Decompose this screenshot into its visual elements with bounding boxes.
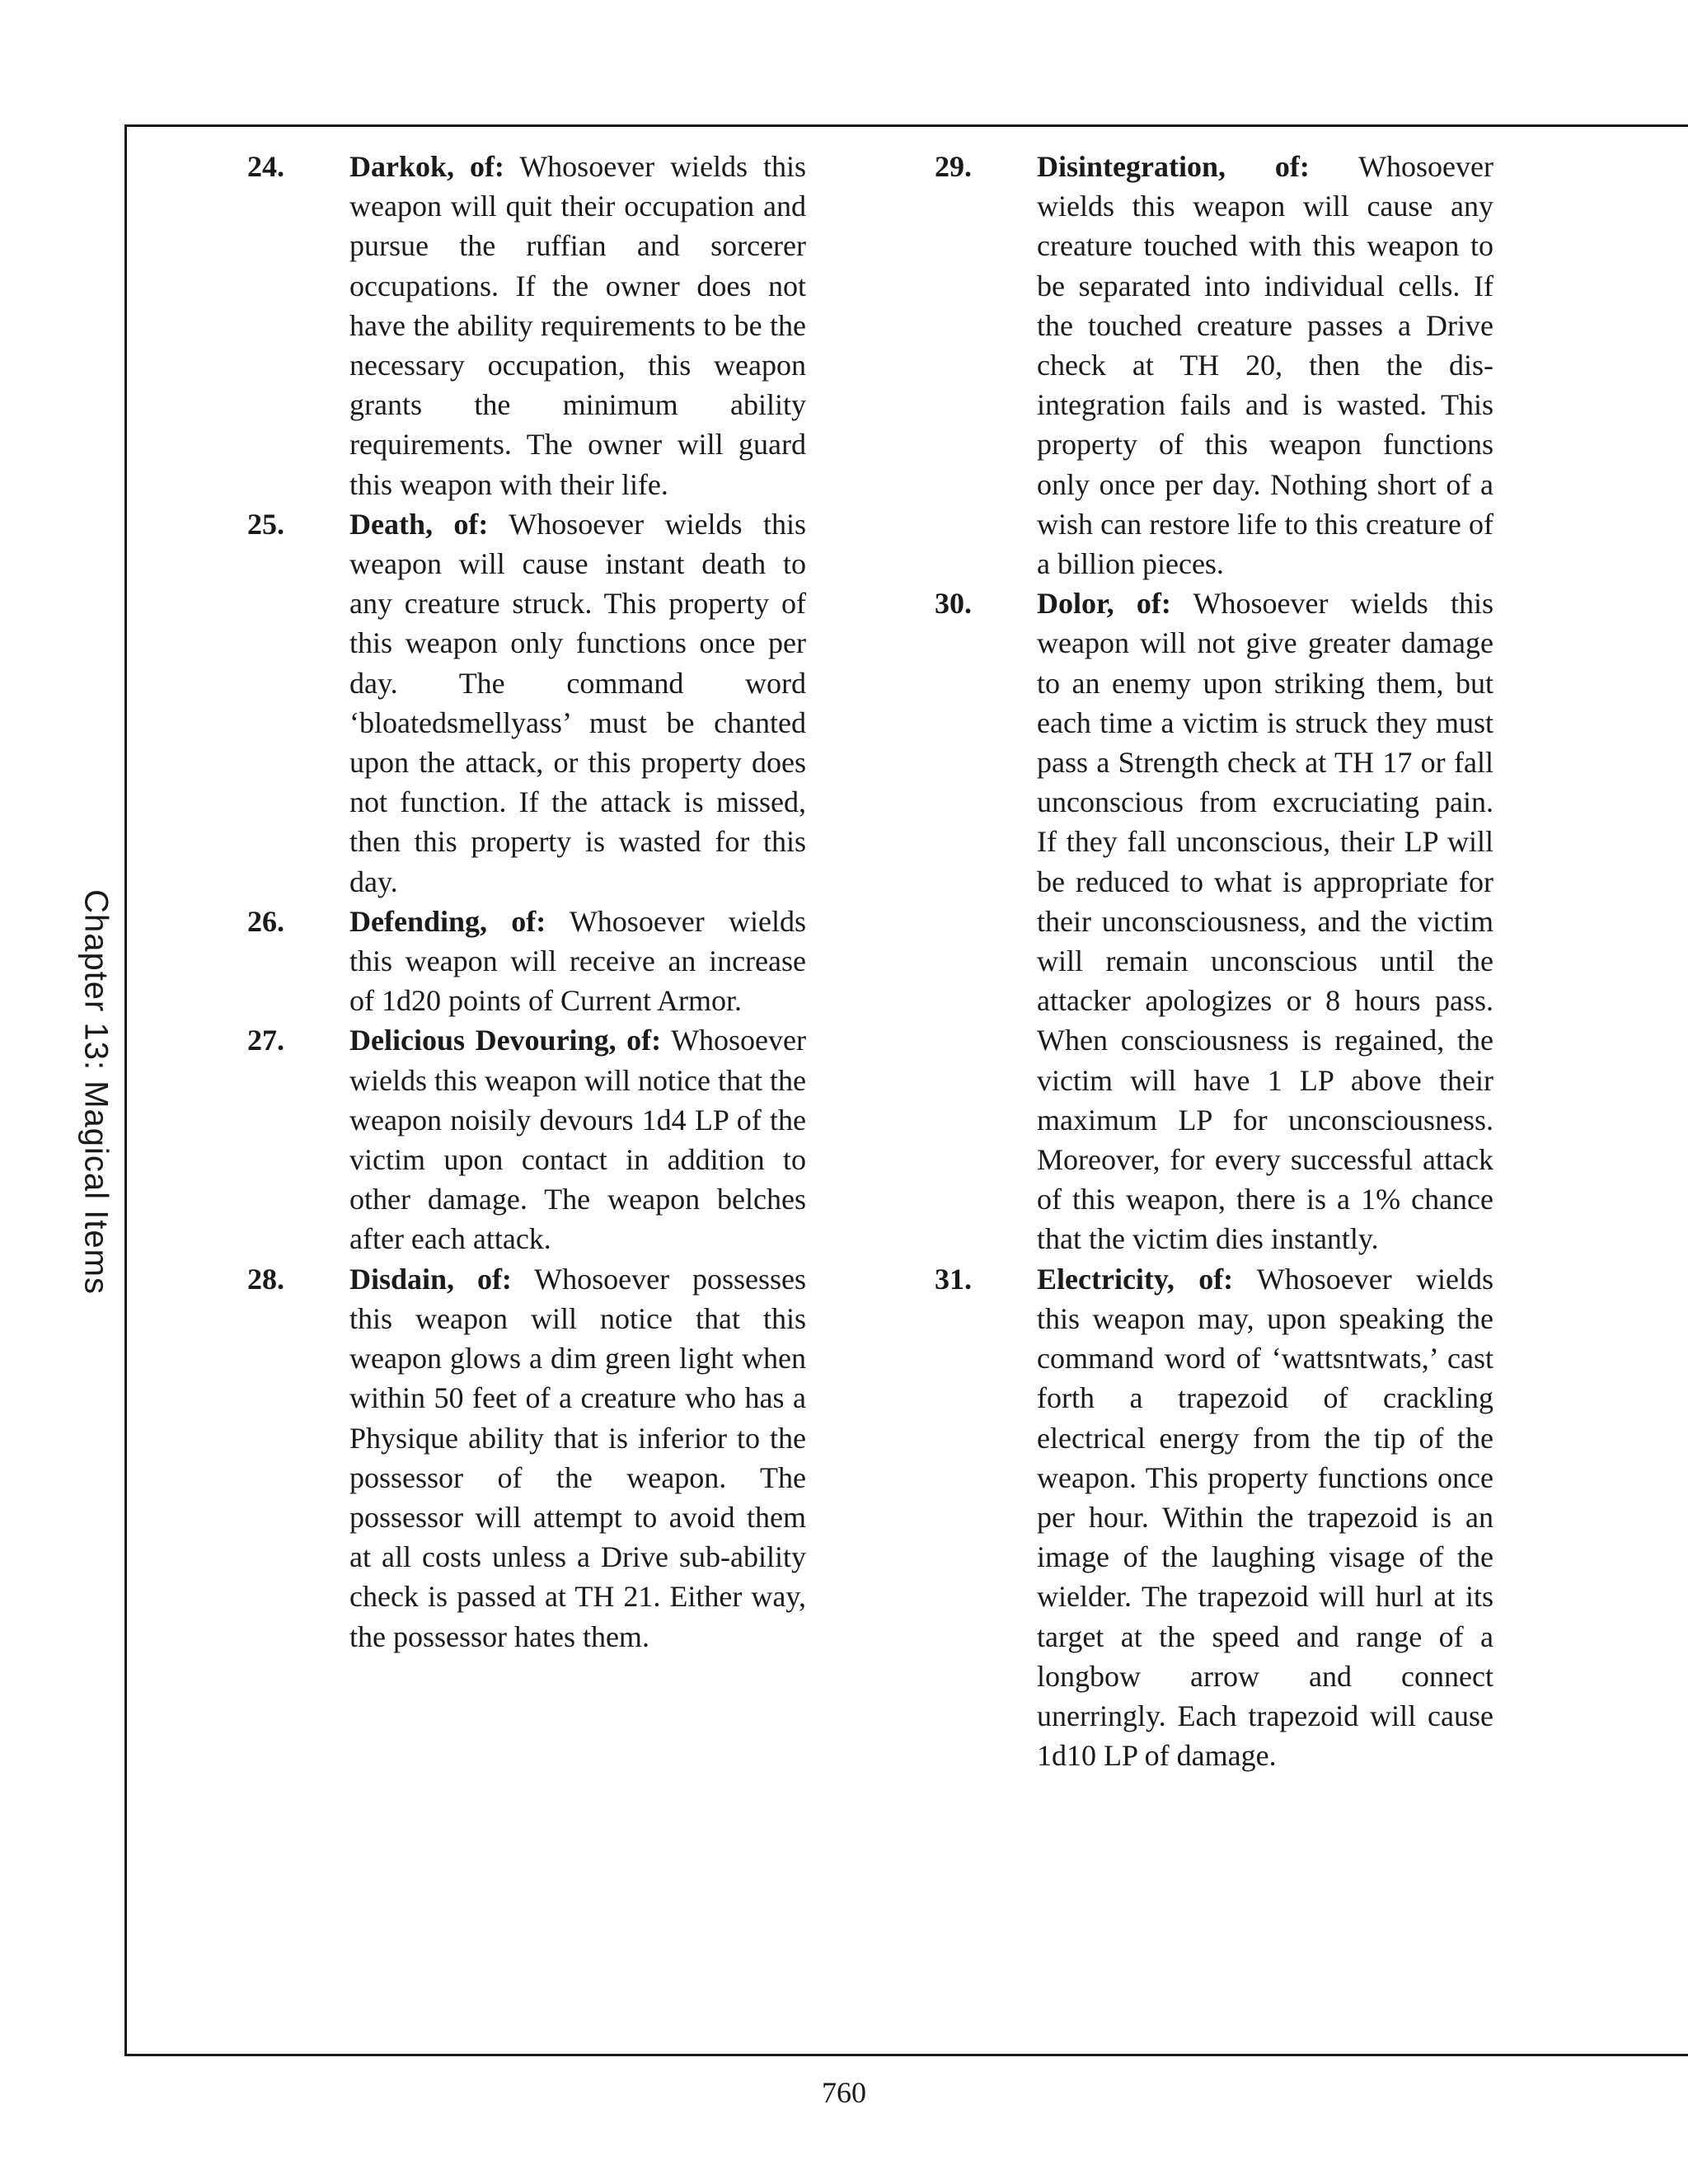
left-column [247, 147, 806, 1657]
entry-text [349, 504, 806, 902]
entry-title: Defending, of: [349, 904, 546, 938]
entry-body: Whosoever possesses this weapon will notice that this weapon glows a dim green light when within 50 feet of a creature who has a Physique ability that is inferior to the possessor of the weapon. The possessor will attempt to avoid them at all costs unless a Drive sub-ability check is passed at TH 21. Either way, the possessor hates them. [349, 1262, 806, 1653]
entry-delicious-devouring [247, 1020, 806, 1258]
entry-disdain [247, 1259, 806, 1657]
entry-body: Whosoever wields this weapon will receive an increase of 1d20 points of Current Armor. [349, 904, 806, 1018]
entry-title: Death, of: [349, 507, 489, 541]
entry-body: Whosoever wields this weapon will quit their occupation and pursue the ruffian and sorcerer occupations. If the owner does not have the ability requirements to be the necessary occupation, this weapon grants the minimum ability requirements. The owner will guard this weapon with their life. [349, 150, 806, 501]
entry-title: Delicious Devouring, of: [349, 1024, 662, 1057]
entry-number: 28. [247, 1262, 284, 1296]
entry-number: 24. [247, 150, 284, 183]
entry-darkok [247, 147, 806, 504]
entry-title: Darkok, of: [349, 150, 504, 183]
entry-text [1037, 1259, 1493, 1776]
entry-body: Whosoever wields this weapon will cause instant death to any creature struck. This property of this weapon only functions once per day. The command word ‘bloatedsmellyass’ must be chanted upon the attack, or this property does not function. If the attack is missed, then this property is wasted for this day. [349, 507, 807, 898]
entry-defending [247, 902, 806, 1021]
entry-dolor [935, 583, 1493, 1258]
chapter-label: Chapter 13: Magical Items [77, 889, 115, 1295]
entry-body: Whosoever wields this weapon will cause any creature touched with this weapon to be separated into individual cells. If the touched creature passes a Drive check at TH 20, then the disintegration fails and is wasted. This property of this weapon functions only once per day. Nothing short of a wish can restore life to this creature of a billion pieces. [1037, 150, 1493, 581]
right-column [935, 147, 1493, 1775]
entry-number: 27. [247, 1024, 284, 1057]
entry-title: Disintegration, of: [1037, 150, 1310, 183]
entry-number: 29. [935, 150, 972, 183]
entry-body: Whosoever wields this weapon may, upon speaking the command word of ‘wattsntwats,’ cast forth a trapezoid of crackling electrical energy from the tip of the weapon. This property functions once per hour. Within the trapezoid is an image of the laughing visage of the wielder. The trapezoid will hurl at its target at the speed and range of a longbow arrow and connect unerringly. Each trapezoid will cause 1d10 LP of damage. [1037, 1262, 1493, 1773]
page-number: 760 [822, 2076, 866, 2109]
entry-death [247, 504, 806, 902]
entry-disintegration [935, 147, 1493, 583]
entry-text [349, 1259, 806, 1657]
entry-title: Disdain, of: [349, 1262, 512, 1296]
entry-number: 26. [247, 904, 284, 938]
entry-electricity [935, 1259, 1493, 1776]
entry-title: Electricity, of: [1037, 1262, 1234, 1296]
entry-number: 25. [247, 507, 284, 541]
entry-body: Whosoever wields this weapon will not give greater damage to an enemy upon striking them, but each time a victim is struck they must pass a Strength check at TH 17 or fall unconscious from excruciating pain. If they fall unconscious, their LP will be reduced to what is appropriate for their unconsciousness, and the victim will remain unconscious until the attacker apologizes or 8 hours pass. When consciousness is regained, the victim will have 1 LP above their maximum LP for unconsciousness. Moreover, for every successful attack of this weapon, there is a 1% chance that the victim dies instantly. [1037, 587, 1494, 1256]
entry-body: Whosoever wields this weapon will notice that the weapon noisily devours 1d4 LP of the victim upon contact in addition to other damage. The weapon belches after each attack. [349, 1024, 806, 1256]
entry-text [1037, 583, 1493, 1258]
entry-title: Dolor, of: [1037, 587, 1171, 621]
entry-number: 31. [935, 1262, 972, 1296]
entry-number: 30. [935, 587, 972, 621]
entry-text [1037, 147, 1493, 583]
entry-text [349, 902, 806, 1021]
entry-text [349, 1020, 806, 1258]
entry-text [349, 147, 806, 504]
